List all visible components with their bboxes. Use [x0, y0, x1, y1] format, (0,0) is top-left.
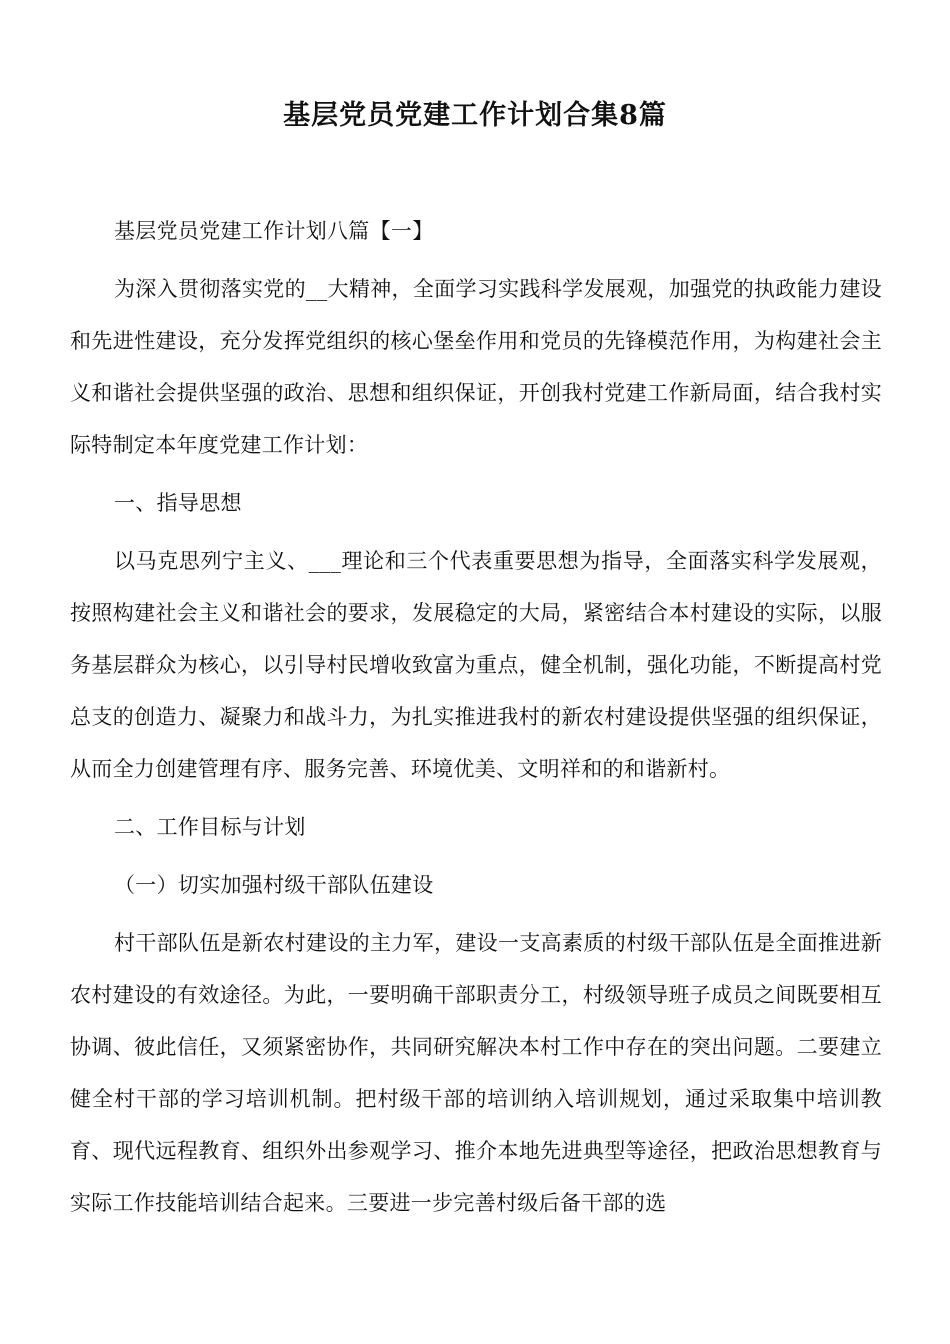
document-body — [70, 205, 882, 1235]
body-paragraph: 以马克思列宁主义、___理论和三个代表重要思想为指导，全面落实科学发展观，按照构建社会主义和谐社会的要求，发展稳定的大局，紧密结合本村建设的实际，以服务基层群众为核心，以引导村民增收致富为重点，健全机制，强化功能，不断提高村党总支的创造力、凝聚力和战斗力，为扎实推进我村的新农村建设提供坚强的组织保证，从而全力创建管理有序、服务完善、环境优美、文明祥和的和谐新村。 — [70, 549, 882, 781]
document-title: 基层党员党建工作计划合集8篇 — [283, 100, 667, 131]
section-heading: 基层党员党建工作计划八篇【一】 — [114, 219, 434, 243]
section-heading: 二、工作目标与计划 — [114, 815, 306, 839]
subsection-heading: （一）切实加强村级干部队伍建设 — [114, 873, 434, 897]
intro-paragraph: 为深入贯彻落实党的__大精神，全面学习实践科学发展观，加强党的执政能力建设和先进性建设，充分发挥党组织的核心堡垒作用和党员的先锋模范作用，为构建社会主义和谐社会提供坚强的政治、思想和组织保证，开创我村党建工作新局面，结合我村实际特制定本年度党建工作计划： — [70, 277, 882, 457]
body-paragraph: 村干部队伍是新农村建设的主力军，建设一支高素质的村级干部队伍是全面推进新农村建设的有效途径。为此，一要明确干部职责分工，村级领导班子成员之间既要相互协调、彼此信任，又须紧密协作，共同研究解决本村工作中存在的突出问题。二要建立健全村干部的学习培训机制。把村级干部的培训纳入培训规划，通过采取集中培训教育、现代远程教育、组织外出参观学习、推介本地先进典型等途径，把政治思想教育与实际工作技能培训结合起来。三要进一步完善村级后备干部的选 — [70, 931, 882, 1215]
section-heading: 一、指导思想 — [114, 491, 242, 515]
